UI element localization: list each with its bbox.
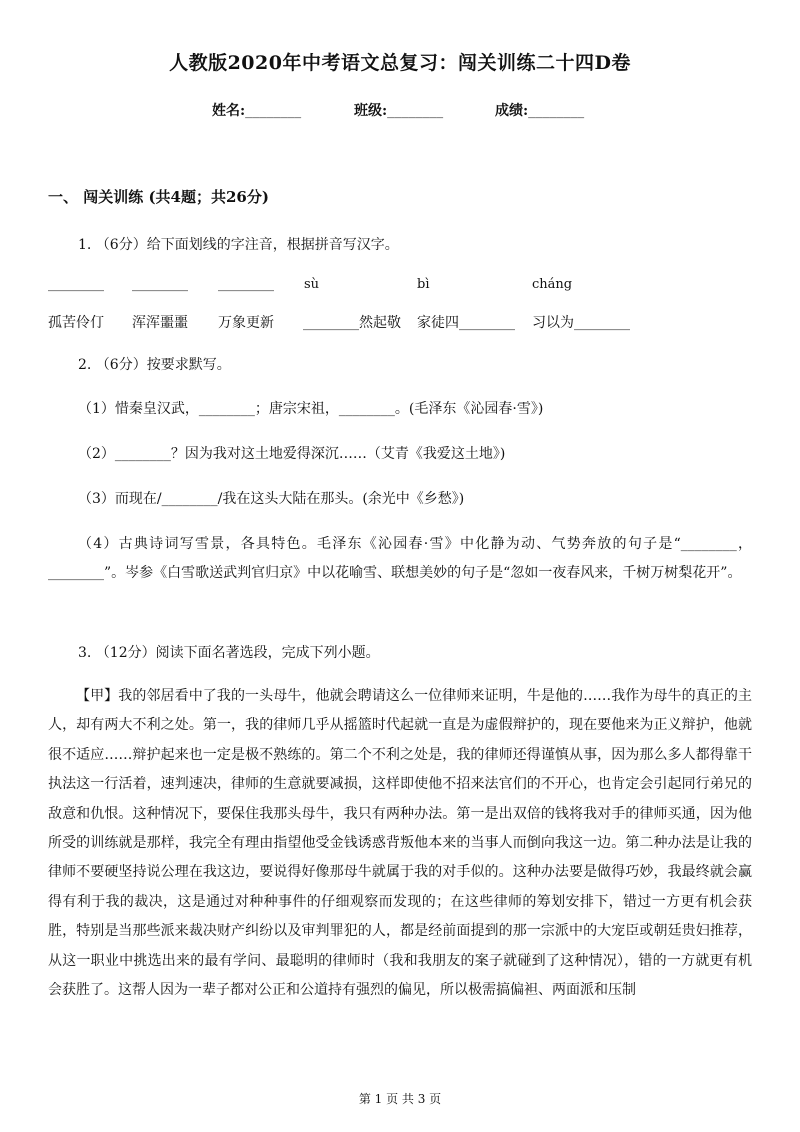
q1-pinyin-2: bì [417,277,430,292]
section-heading: 一、 闯关训练 (共4题；共26分) [48,188,269,206]
q1-blank-3: ________ [218,276,274,292]
score-field [495,100,584,120]
q2-item-4: （4）古典诗词写雪景，各具特色。毛泽东《沁园春·雪》中化静为动、气势奔放的句子是“________，________”。岑参《白雪歌送武判官归京》中以花喻雪、联想美妙的句子是“忽如一夜春风来，千树万树梨花开”。 [48,536,752,581]
q1-word-1: 孤苦伶仃 [48,315,104,331]
name-label: 姓名: [212,103,246,119]
score-label: 成绩: [495,103,529,119]
class-blank: ________ [387,103,444,119]
q1-word-3: 万象更新 [218,315,274,331]
question-2-stem: 2. （6分）按要求默写。 [78,357,231,373]
q2-item-1: （1）惜秦皇汉武，________；唐宗宋祖，________。(毛泽东《沁园春·雪》) [78,401,544,417]
q1-pinyin-3: cháng [532,277,573,292]
q2-item-3: （3）而现在/________/我在这头大陆在那头。(余光中《乡愁》) [78,491,465,507]
question-3-stem: 3. （12分）阅读下面名著选段，完成下列小题。 [78,645,380,661]
score-blank: ________ [528,103,585,119]
q2-item-2: （2）________？因为我对这土地爱得深沉……（艾青《我爱这土地》) [78,446,506,462]
q1-word-6: 习以为________ [532,315,630,331]
q1-word-5: 家徒四________ [417,315,515,331]
q1-word-2: 浑浑噩噩 [132,315,188,331]
q1-blank-2: ________ [132,276,188,292]
class-label: 班级: [354,103,388,119]
class-field [354,100,443,120]
name-field [212,100,301,120]
page-footer: 第 1 页 共 3 页 [358,1092,442,1106]
page-title: 人教版2020年中考语文总复习：闯关训练二十四D卷 [169,52,631,74]
reading-passage: 【甲】我的邻居看中了我的一头母牛，他就会聘请这么一位律师来证明，牛是他的……我作为母牛的真正的主人，却有两大不利之处。第一，我的律师几乎从摇篮时代起就一直是为虚假辩护的，现在要他来为正义辩护，他就很不适应……辩护起来也一定是极不熟练的。第二个不利之处是，我的律师还得谨慎从事，因为那么多人都得靠干执法这一行活着，速判速决，律师的生意就要减损，这样即使他不招来法官们的不开心，也肯定会引起同行弟兄的敌意和仇恨。这种情况下，要保住我那头母牛，我只有两种办法。第一是出双倍的钱将我对手的律师买通，因为他所受的训练就是那样，我完全有理由指望他受金钱诱惑背叛他本来的当事人而倒向我这一边。第二种办法是让我的律师不要硬坚持说公理在我这边，要说得好像那母牛就属于我的对手似的。这种办法要是做得巧妙，我最终就会赢得有利于我的裁决，这是通过对种种事件的仔细观察而发现的；在这些律师的筹划安排下，错过一方更有机会获胜，特别是当那些派来裁决财产纠纷以及审判罪犯的人，都是经前面提到的那一宗派中的大宠臣或朝廷贵妇推荐，从这一职业中挑选出来的最有学问、最聪明的律师时（我和我朋友的案子就碰到了这种情况），错的一方就更有机会获胜了。这帮人因为一辈子都对公正和公道持有强烈的偏见，所以极需搞偏袒、两面派和压制 [48,688,752,999]
question-1-stem: 1. （6分）给下面划线的字注音，根据拼音写汉字。 [78,237,399,253]
q1-blank-1: ________ [48,276,104,292]
q1-word-4: ________然起敬 [303,315,401,331]
q1-pinyin-1: sù [304,277,320,292]
name-blank: ________ [245,103,302,119]
